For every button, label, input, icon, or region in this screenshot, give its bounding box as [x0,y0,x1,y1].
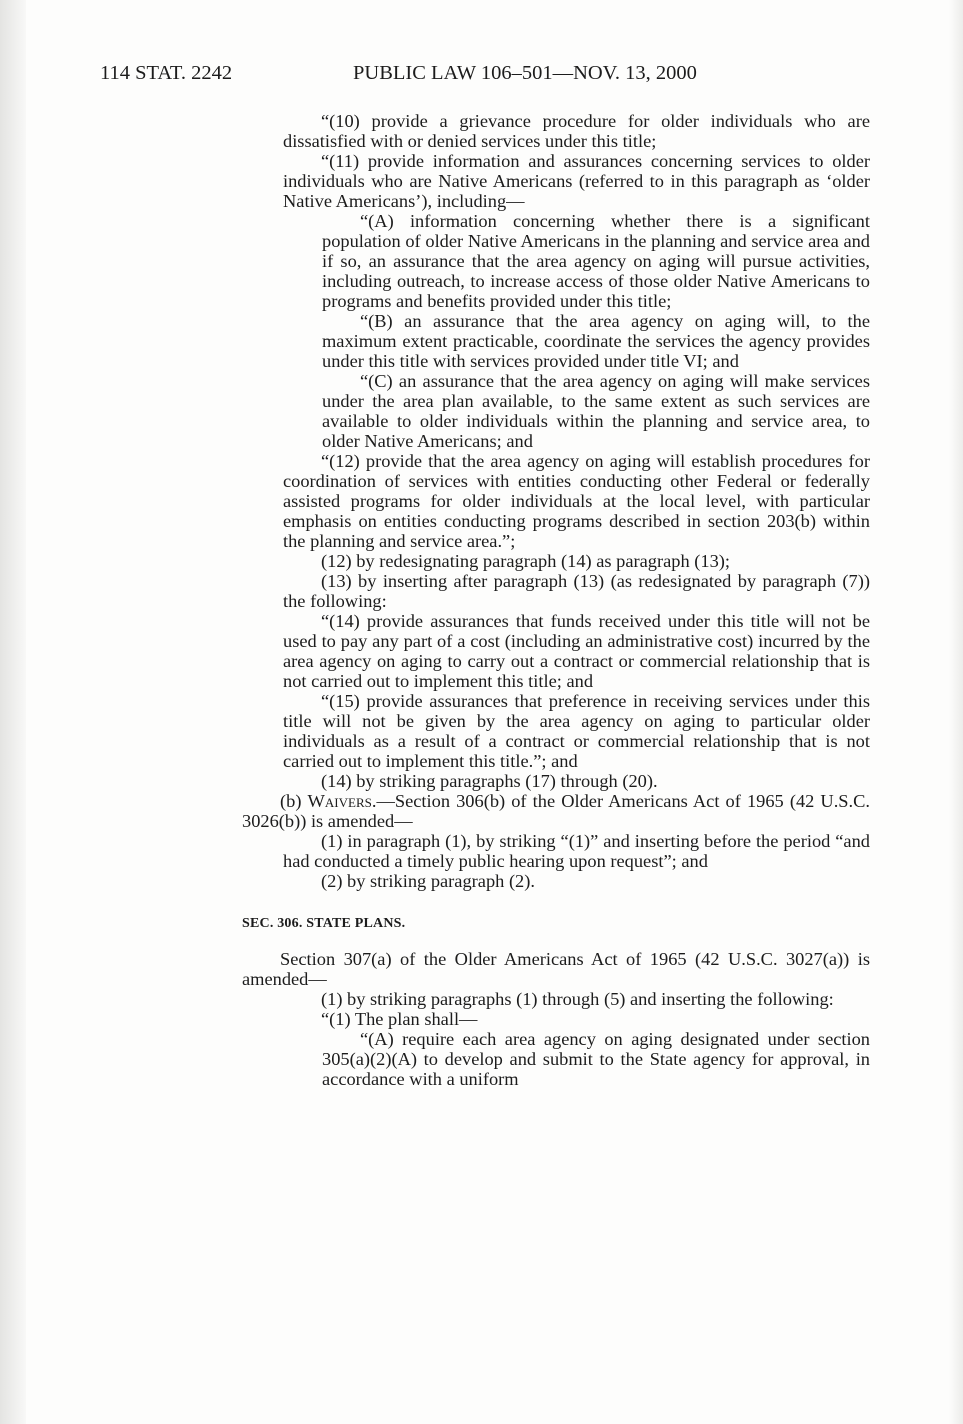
waivers-text: .—Section 306(b) of the Older Americans Act of 1965 (42 U.S.C. 3026(b)) is amended— [242,791,871,831]
paragraph-10: “(10) provide a grievance procedure for older individuals who are dissatisfied with or denied services under this title; [283,111,870,151]
paragraph-14-quoted: “(14) provide assurances that funds received under this title will not be used to pay any part of a cost (including an administrative cost) incurred by the area agency on aging to carry out a contract or commercial relationship that is not carried out to implement this title; and [283,611,870,691]
paragraph-11: “(11) provide information and assurances concerning services to older individuals who are Native Americans (referred to in this paragraph as ‘older Native Americans’), including— [283,151,870,211]
paragraph-12-quoted: “(12) provide that the area agency on aging will establish procedures for coordination of services with entities conducting other Federal or federally assisted programs for older individuals at the local level, with particular emphasis on entities conducting programs described in section 203(b) within the planning and service area.”; [283,451,870,551]
scan-edge-right [949,0,963,1424]
scan-edge-left [0,0,26,1424]
waivers-subsection [242,791,870,831]
section-heading: SEC. 306. STATE PLANS. [242,916,406,931]
plan-shall: “(1) The plan shall— [321,1009,478,1029]
plan-subparagraph-a: “(A) require each area agency on aging designated under section 305(a)(2)(A) to develop and submit to the State agency for approval, in accordance with a uniform [322,1029,870,1089]
amendment-13: (13) by inserting after paragraph (13) (as redesignated by paragraph (7)) the following: [283,571,870,611]
waivers-heading: Waivers [307,791,372,811]
document-body [242,111,870,1089]
subparagraph-c: “(C) an assurance that the area agency on aging will make services under the area plan available, to the same extent as such services are available to older individuals within the planning and service area, to older Native Americans; and [322,371,870,451]
subparagraph-a: “(A) information concerning whether there is a significant population of older Native Americans in the planning and service area and if so, an assurance that the area agency on aging will pursue activities, including outreach, to increase access of those older Native Americans to programs and benefits provided under this title; [322,211,870,311]
section-intro: Section 307(a) of the Older Americans Act of 1965 (42 U.S.C. 3027(a)) is amended— [242,949,870,989]
section-item-1: (1) by striking paragraphs (1) through (5) and inserting the following: [321,989,834,1009]
amendment-14: (14) by striking paragraphs (17) through (20). [321,771,658,791]
waivers-item-2: (2) by striking paragraph (2). [321,871,535,891]
paragraph-15-quoted: “(15) provide assurances that preference in receiving services under this title will not be given by the area agency on aging to particular older individuals as a result of a contract or commercial relationship that is not carried out to implement this title.”; and [283,691,870,771]
public-law-citation: PUBLIC LAW 106–501—NOV. 13, 2000 [353,62,697,84]
waivers-item-1: (1) in paragraph (1), by striking “(1)” and inserting before the period “and had conducted a timely public hearing upon request”; and [283,831,870,871]
running-header [100,62,780,90]
statute-page-number: 114 STAT. 2242 [100,62,233,84]
subparagraph-b: “(B) an assurance that the area agency on aging will, to the maximum extent practicable, coordinate the services the agency provides under this title with services provided under title VI; and [322,311,870,371]
waivers-prefix: (b) [280,791,308,811]
amendment-12: (12) by redesignating paragraph (14) as paragraph (13); [321,551,731,571]
